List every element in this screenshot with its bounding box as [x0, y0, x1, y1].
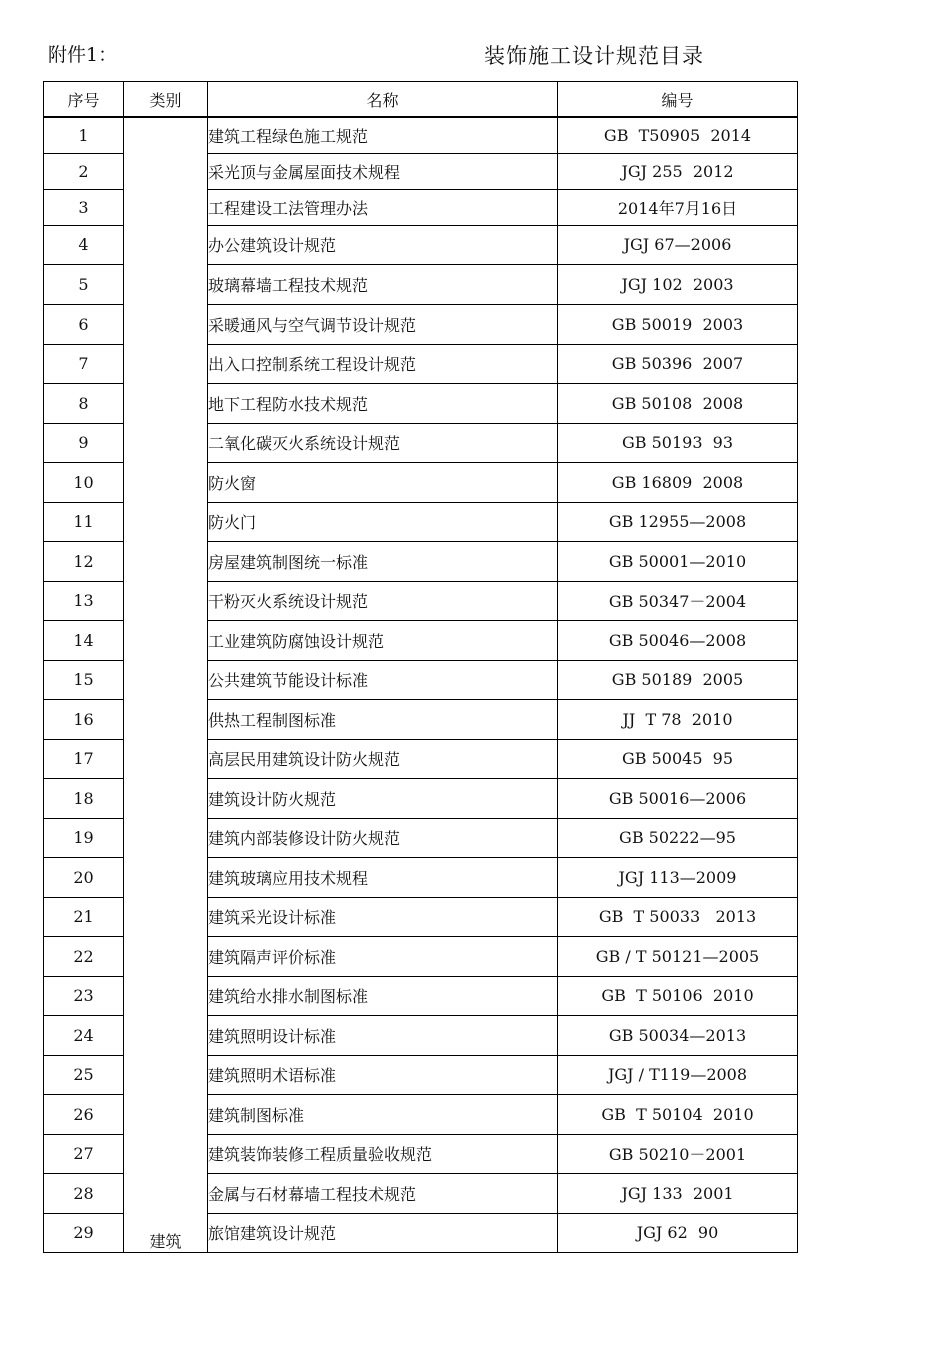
standard-name: 建筑内部装修设计防火规范 — [208, 818, 558, 857]
standard-code: GB 50210－2001 — [558, 1134, 798, 1173]
standard-code: GB T 50033 2013 — [558, 897, 798, 936]
table-body — [44, 117, 798, 1252]
standard-name: 干粉灭火系统设计规范 — [208, 581, 558, 620]
standard-name: 地下工程防水技术规范 — [208, 383, 558, 423]
row-number: 15 — [44, 660, 124, 699]
standard-code: GB 12955—2008 — [558, 502, 798, 541]
standard-name: 高层民用建筑设计防火规范 — [208, 739, 558, 778]
row-number: 17 — [44, 739, 124, 778]
row-number: 20 — [44, 857, 124, 897]
standard-code: GB T 50104 2010 — [558, 1094, 798, 1134]
standard-code: GB 50045 95 — [558, 739, 798, 778]
standard-name: 供热工程制图标准 — [208, 699, 558, 739]
standard-code: GB 50034—2013 — [558, 1015, 798, 1055]
row-number: 29 — [44, 1213, 124, 1252]
standard-name: 公共建筑节能设计标准 — [208, 660, 558, 699]
standard-name: 工程建设工法管理办法 — [208, 189, 558, 225]
row-number: 1 — [44, 117, 124, 153]
standard-code: GB 50001—2010 — [558, 541, 798, 581]
column-header-name: 名称 — [208, 82, 558, 118]
standard-code: JGJ 102 2003 — [558, 264, 798, 304]
standard-code: GB 50396 2007 — [558, 344, 798, 383]
row-number: 16 — [44, 699, 124, 739]
standard-code: GB 50046—2008 — [558, 620, 798, 660]
standard-name: 建筑工程绿色施工规范 — [208, 117, 558, 153]
standard-name: 金属与石材幕墙工程技术规范 — [208, 1173, 558, 1213]
row-number: 14 — [44, 620, 124, 660]
standard-name: 建筑玻璃应用技术规程 — [208, 857, 558, 897]
standard-code: GB 16809 2008 — [558, 462, 798, 502]
standard-code: JGJ 133 2001 — [558, 1173, 798, 1213]
standard-code: JGJ 113—2009 — [558, 857, 798, 897]
row-number: 10 — [44, 462, 124, 502]
row-number: 5 — [44, 264, 124, 304]
standard-code: GB T50905 2014 — [558, 117, 798, 153]
table-row — [44, 117, 798, 153]
page-title: 装饰施工设计规范目录 — [484, 44, 704, 68]
standard-code: JGJ / T119—2008 — [558, 1055, 798, 1094]
row-number: 8 — [44, 383, 124, 423]
standard-code: JJ T 78 2010 — [558, 699, 798, 739]
row-number: 27 — [44, 1134, 124, 1173]
standard-name: 防火门 — [208, 502, 558, 541]
row-number: 23 — [44, 976, 124, 1015]
standard-code: GB 50222—95 — [558, 818, 798, 857]
row-number: 11 — [44, 502, 124, 541]
standard-code: JGJ 62 90 — [558, 1213, 798, 1252]
row-number: 2 — [44, 153, 124, 189]
row-number: 6 — [44, 304, 124, 344]
table-header-row — [44, 82, 798, 118]
standard-name: 玻璃幕墙工程技术规范 — [208, 264, 558, 304]
standard-name: 建筑设计防火规范 — [208, 778, 558, 818]
row-number: 7 — [44, 344, 124, 383]
standard-name: 建筑装饰装修工程质量验收规范 — [208, 1134, 558, 1173]
standard-name: 旅馆建筑设计规范 — [208, 1213, 558, 1252]
standard-name: 出入口控制系统工程设计规范 — [208, 344, 558, 383]
row-number: 26 — [44, 1094, 124, 1134]
standard-name: 工业建筑防腐蚀设计规范 — [208, 620, 558, 660]
standard-code: GB / T 50121—2005 — [558, 936, 798, 976]
row-number: 13 — [44, 581, 124, 620]
row-number: 19 — [44, 818, 124, 857]
spec-table — [43, 81, 798, 1253]
standard-code: GB T 50106 2010 — [558, 976, 798, 1015]
row-number: 21 — [44, 897, 124, 936]
standard-name: 建筑给水排水制图标准 — [208, 976, 558, 1015]
standard-name: 采暖通风与空气调节设计规范 — [208, 304, 558, 344]
standard-code: GB 50016—2006 — [558, 778, 798, 818]
row-number: 9 — [44, 423, 124, 462]
row-number: 4 — [44, 225, 124, 264]
standard-code: GB 50108 2008 — [558, 383, 798, 423]
attachment-label: 附件1： — [48, 44, 118, 66]
standard-name: 建筑采光设计标准 — [208, 897, 558, 936]
standard-name: 建筑隔声评价标准 — [208, 936, 558, 976]
standard-name: 建筑照明设计标准 — [208, 1015, 558, 1055]
row-number: 28 — [44, 1173, 124, 1213]
row-number: 12 — [44, 541, 124, 581]
standard-code: GB 50193 93 — [558, 423, 798, 462]
row-number: 24 — [44, 1015, 124, 1055]
standard-name: 建筑照明术语标准 — [208, 1055, 558, 1094]
category-cell: 建筑 — [124, 117, 208, 1252]
standard-name: 采光顶与金属屋面技术规程 — [208, 153, 558, 189]
standard-code: JGJ 255 2012 — [558, 153, 798, 189]
standard-code: JGJ 67—2006 — [558, 225, 798, 264]
column-header-category: 类别 — [124, 82, 208, 118]
standard-code: GB 50189 2005 — [558, 660, 798, 699]
standard-name: 建筑制图标准 — [208, 1094, 558, 1134]
standard-code: GB 50347－2004 — [558, 581, 798, 620]
row-number: 3 — [44, 189, 124, 225]
row-number: 18 — [44, 778, 124, 818]
standard-name: 防火窗 — [208, 462, 558, 502]
row-number: 22 — [44, 936, 124, 976]
standard-code: GB 50019 2003 — [558, 304, 798, 344]
column-header-no: 序号 — [44, 82, 124, 118]
standard-name: 房屋建筑制图统一标准 — [208, 541, 558, 581]
standard-name: 二氧化碳灭火系统设计规范 — [208, 423, 558, 462]
column-header-code: 编号 — [558, 82, 798, 118]
row-number: 25 — [44, 1055, 124, 1094]
standard-code: 2014年7月16日 — [558, 189, 798, 225]
standard-name: 办公建筑设计规范 — [208, 225, 558, 264]
